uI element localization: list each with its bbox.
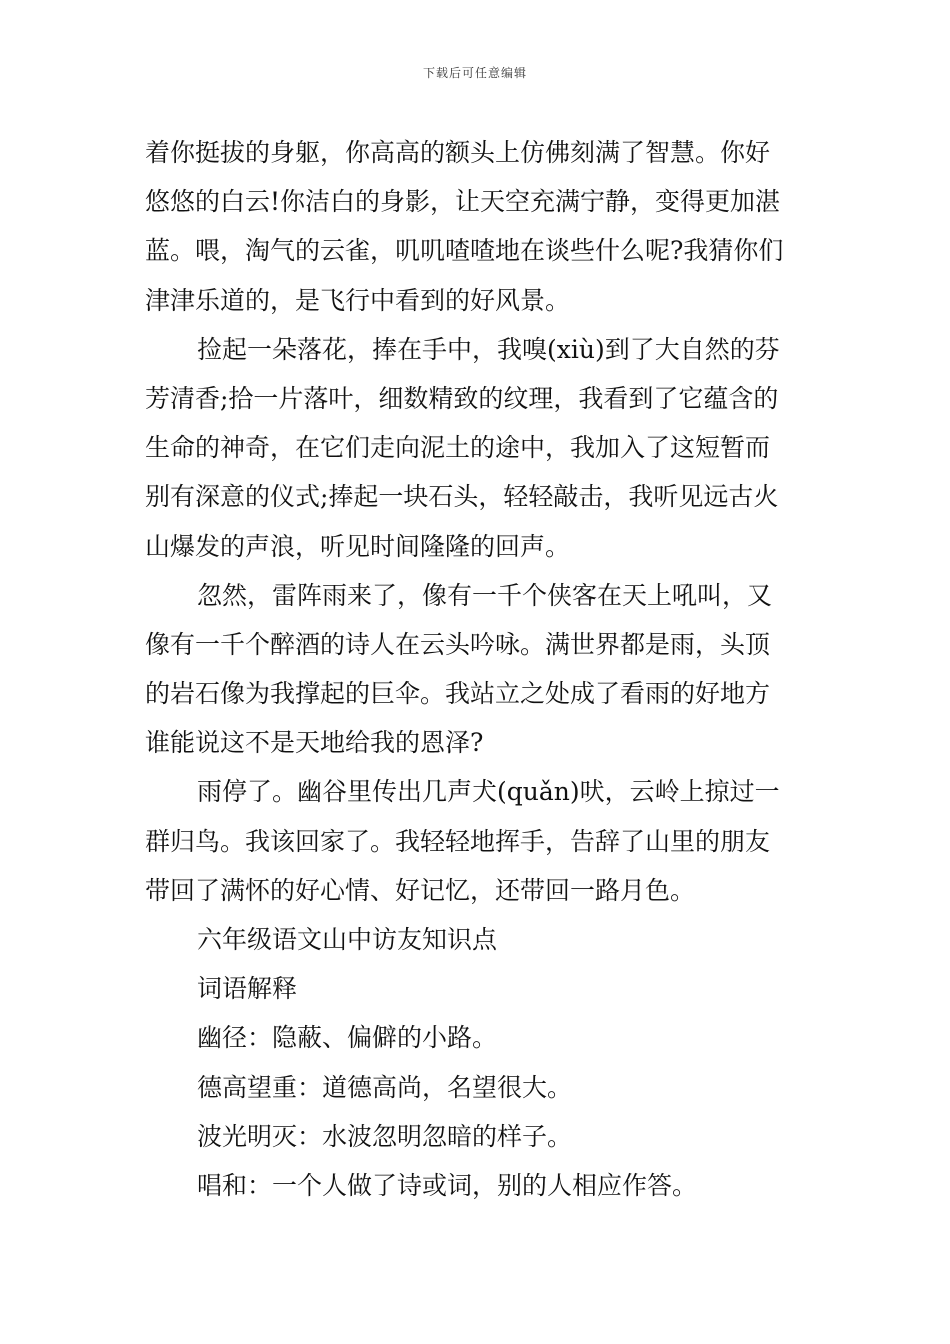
paragraph-line: 带回了满怀的好心情、好记忆，还带回一路月色。	[145, 875, 696, 905]
paragraph-line: 别有深意的仪式;捧起一块石头，轻轻敲击，我听见远古火	[145, 482, 779, 512]
paragraph-line: 像有一千个醉酒的诗人在云头吟咏。满世界都是雨，头顶	[145, 629, 771, 659]
paragraph-line: 蓝。喂，淘气的云雀，叽叽喳喳地在谈些什么呢?我猜你们	[145, 236, 784, 266]
page-header: 下载后可任意编辑	[422, 66, 527, 80]
definition-item: 唱和：一个人做了诗或词，别的人相应作答。	[197, 1170, 698, 1200]
subsection-title: 词语解释	[197, 974, 298, 1004]
definition-list	[145, 1013, 805, 1210]
definition-item: 幽径：隐蔽、偏僻的小路。	[197, 1023, 498, 1053]
paragraph-line: 着你挺拔的身躯，你高高的额头上仿佛刻满了智慧。你好	[145, 138, 771, 167]
paragraph-line: 的岩石像为我撑起的巨伞。我站立之处成了看雨的好地方	[145, 679, 771, 709]
paragraph-line: 群归鸟。我该回家了。我轻轻地挥手，告辞了山里的朋友	[145, 826, 771, 856]
paragraph-1	[145, 128, 805, 325]
paragraph-line: 生命的神奇，在它们走向泥土的途中，我加入了这短暂而	[145, 433, 771, 463]
paragraph-line: 芳清香;拾一片落叶，细数精致的纹理，我看到了它蕴含的	[145, 383, 779, 413]
paragraph-3	[145, 571, 805, 768]
paragraph-line: 忽然，雷阵雨来了，像有一千个侠客在天上吼叫，又	[197, 580, 773, 610]
paragraph-line: 悠悠的白云!你洁白的身影，让天空充满宁静，变得更加湛	[145, 187, 781, 217]
paragraph-line: 山爆发的声浪，听见时间隆隆的回声。	[145, 531, 571, 561]
paragraph-line: 捡起一朵落花，捧在手中，我嗅(xiù)到了大自然的芬	[197, 334, 780, 364]
paragraph-line: 谁能说这不是天地给我的恩泽?	[145, 728, 484, 758]
document-body	[145, 128, 805, 1210]
paragraph-line: 雨停了。幽谷里传出几声犬(quǎn)吠，云岭上掠过一	[197, 777, 780, 807]
section-title: 六年级语文山中访友知识点	[197, 925, 498, 954]
definition-item: 德高望重：道德高尚，名望很大。	[197, 1072, 573, 1102]
paragraph-2	[145, 325, 805, 571]
paragraph-4	[145, 767, 805, 915]
definition-item: 波光明灭：水波忽明忽暗的样子。	[197, 1121, 573, 1151]
paragraph-line: 津津乐道的，是飞行中看到的好风景。	[145, 285, 571, 315]
